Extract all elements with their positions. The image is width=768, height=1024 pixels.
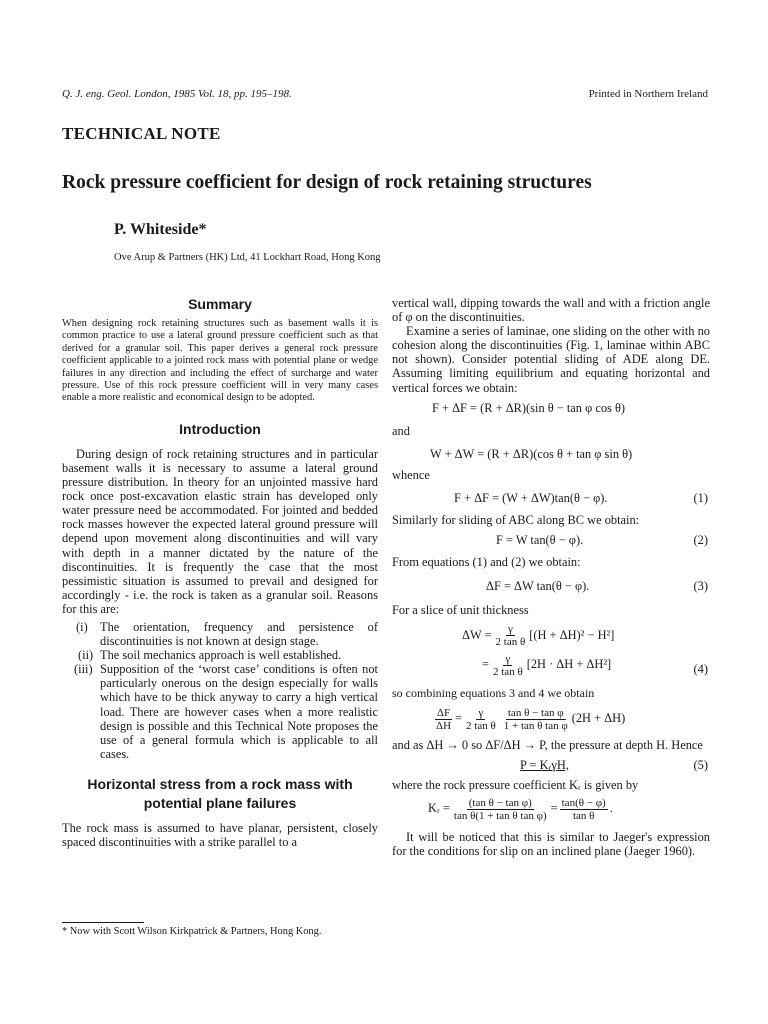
footnote: * Now with Scott Wilson Kirkpatrick & Partners, Hong Kong. bbox=[62, 926, 322, 937]
horizontal-stress-heading: Horizontal stress from a rock mass with potential plane failures bbox=[87, 775, 353, 811]
journal-citation: Q. J. eng. Geol. London, 1985 Vol. 18, pp. 195–198. bbox=[62, 88, 292, 100]
list-item: (i) The orientation, frequency and persistence of discontinuities is not known at design stage. bbox=[76, 619, 378, 649]
body-paragraph: where the rock pressure coefficient Kᵣ is given by bbox=[392, 777, 639, 792]
equation-pressure-gradient: $\frac{\Delta F}{\Delta H}$ = $\frac{\gamma}{\text{2 tan θ}}$ $\frac{\text{tan θ − tan φ}}{\text{1 + tan θ tan φ}}$ (2H + ΔH) bbox=[436, 706, 626, 732]
body-paragraph: For a slice of unit thickness bbox=[392, 602, 529, 617]
summary-text: When designing rock retaining structures such as basement walls it is common practice to use a lateral ground pressure coefficient such as that derived for a granular soil. This paper derives a general rock pressure coefficient applicable to a jointed rock mass with potential plane or wedge failures in any direction and including the effect of surcharge and water pressure. Use of this rock pressure coefficient will in very many cases enable a more realistic and economical design to be adopted. bbox=[62, 318, 378, 404]
equation-4b: = $\frac{\gamma}{\text{2 tan θ}}$ [2H · ΔH + ΔH²] (4) bbox=[482, 652, 708, 678]
body-paragraph: vertical wall, dipping towards the wall and with a friction angle of φ on the discontinuities. bbox=[392, 296, 710, 325]
printed-location: Printed in Northern Ireland bbox=[588, 88, 708, 100]
introduction-heading: Introduction bbox=[179, 420, 261, 437]
list-item: (ii) The soil mechanics approach is well established. bbox=[78, 648, 342, 663]
horizontal-stress-text: The rock mass is assumed to have planar, persistent, closely spaced discontinuities with a strike parallel to a bbox=[62, 820, 378, 849]
equation-2: F = W tan(θ − φ). (2) bbox=[496, 533, 708, 548]
summary-heading: Summary bbox=[188, 296, 252, 312]
equation-5: P = KᵣγH, (5) bbox=[520, 757, 708, 772]
body-paragraph: and as ΔH → 0 so ΔF/ΔH → P, the pressure at depth H. Hence bbox=[392, 737, 703, 752]
equation-force-balance: F + ΔF = (R + ΔR)(sin θ − tan φ cos θ) bbox=[432, 400, 626, 415]
reasons-list bbox=[62, 620, 378, 761]
list-item: (iii) Supposition of the ‘worst case’ conditions is often not particularly onerous on the design especially for walls which have to be thick anyway to carry a high vertical load. There are however cases when a more realistic design is possible and this Technical Note proposes the use of a general formula which is applicable to all cases. bbox=[74, 662, 378, 761]
article-title: Rock pressure coefficient for design of rock retaining structures bbox=[62, 172, 592, 193]
footnote-divider bbox=[62, 922, 144, 923]
body-paragraph: Examine a series of laminae, one sliding on the other with no cohesion along the discontinuities (Fig. 1, laminae within ABC not shown). Consider potential sliding of ADE along DE. Assuming limiting equilibrium and equating horizontal and vertical forces we obtain: bbox=[392, 324, 710, 395]
body-paragraph: Similarly for sliding of ABC along BC we obtain: bbox=[392, 513, 640, 528]
equation-1: F + ΔF = (W + ΔW)tan(θ − φ). (1) bbox=[454, 491, 708, 506]
body-paragraph: From equations (1) and (2) we obtain: bbox=[392, 555, 581, 570]
connective-text: whence bbox=[392, 467, 430, 482]
equation-4a: ΔW = $\frac{\gamma}{\text{2 tan θ}}$ [(H + ΔH)² − H²] bbox=[462, 623, 615, 649]
equation-vertical-balance: W + ΔW = (R + ΔR)(cos θ + tan φ sin θ) bbox=[430, 446, 633, 461]
author-name: P. Whiteside* bbox=[114, 221, 207, 238]
body-paragraph: It will be noticed that this is similar to Jaeger's expression for the conditions for slip on an inclined plane (Jaeger 1960). bbox=[392, 829, 710, 858]
article-type: TECHNICAL NOTE bbox=[62, 124, 221, 143]
right-column bbox=[392, 296, 710, 858]
connective-text: and bbox=[392, 423, 410, 438]
left-column bbox=[62, 296, 378, 849]
introduction-paragraph: During design of rock retaining structures and in particular basement walls it is necessary to assume a lateral ground pressure distribution. In theory for an unjointed massive hard rock once post-excavation elastic strain has developed only water pressure need be accommodated. For jointed and bedded rock masses however the expected lateral ground pressure will depend upon movement along discontinuities and will vary with depth in a manner dictated by the nature of the discontinuities. It is frequently the case that the most pessimistic situation is assumed to prevail and designed for accordingly - i.e. the rock is taken as a granular soil. Reasons for this are: bbox=[62, 446, 378, 616]
equation-rock-pressure-coefficient: Kᵣ = $\frac{\text{(tan θ − tan φ)}}{\text{tan θ(1 + tan θ tan φ)}}$ = $\frac{\tan(\theta - \varphi)}{\text{tan θ}}$ . bbox=[428, 796, 613, 822]
equation-3: ΔF = ΔW tan(θ − φ). (3) bbox=[486, 579, 708, 594]
body-paragraph: so combining equations 3 and 4 we obtain bbox=[392, 685, 595, 700]
author-affiliation: Ove Arup & Partners (HK) Ltd, 41 Lockhart Road, Hong Kong bbox=[114, 252, 381, 263]
